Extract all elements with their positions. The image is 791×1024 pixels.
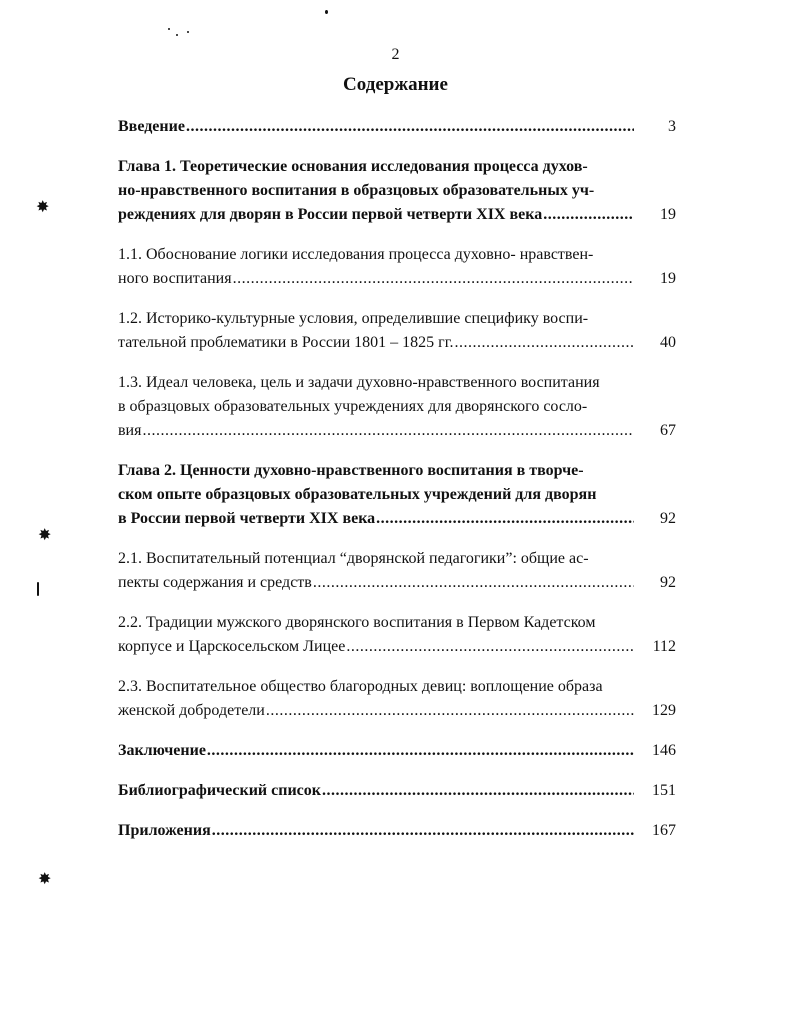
toc-entry-text: тательной проблематики в России 1801 – 1825 гг. (118, 334, 454, 351)
toc-entry-text: реждениях для дворян в России первой четверти XIX века (118, 206, 543, 223)
scan-speck (187, 31, 189, 33)
scan-speck (325, 10, 328, 14)
toc-page-number: 3 (668, 118, 676, 135)
toc-entry[interactable] (118, 779, 676, 803)
toc-page-number: 19 (660, 206, 676, 223)
dot-leader (212, 819, 634, 843)
scan-speck: ✸ (36, 199, 50, 216)
toc-page-number: 151 (652, 782, 676, 799)
dot-leader (543, 203, 634, 227)
toc-entry-text: Заключение (118, 742, 206, 759)
toc-entry[interactable] (118, 547, 676, 595)
toc-entry-text: 1.1. Обоснование логики исследования процесса духовно- нравствен- (118, 246, 594, 263)
toc-entry[interactable] (118, 155, 676, 227)
dot-leader (346, 635, 634, 659)
scan-speck (37, 582, 39, 596)
toc-entry[interactable] (118, 307, 676, 355)
page-number: 2 (391, 46, 400, 63)
scan-speck: ✸ (38, 527, 52, 544)
toc-entry-text: Приложения (118, 822, 211, 839)
toc-entry-text: 1.2. Историко-культурные условия, определившие специфику воспи- (118, 310, 589, 327)
toc-entry-text: ском опыте образцовых образовательных учреждений для дворян (118, 486, 597, 503)
scan-speck (168, 28, 170, 30)
toc-entry-text: корпусе и Царскосельском Лицее (118, 638, 346, 655)
dot-leader (266, 699, 634, 723)
toc-entry-text: Введение (118, 118, 185, 135)
toc-entry-text: Глава 2. Ценности духовно-нравственного воспитания в творче- (118, 462, 584, 479)
toc-entry[interactable] (118, 459, 676, 531)
toc-entry-text: пекты содержания и средств (118, 574, 312, 591)
toc-entry-text: но-нравственного воспитания в образцовых образовательных уч- (118, 182, 595, 199)
toc-entry[interactable] (118, 243, 676, 291)
toc-entry[interactable] (118, 675, 676, 723)
scan-speck: ✸ (38, 871, 52, 888)
dot-leader (322, 779, 634, 803)
toc-entry-text: в России первой четверти XIX века (118, 510, 376, 527)
toc-page-number: 112 (652, 638, 676, 655)
toc-page-number: 167 (652, 822, 676, 839)
toc-entry-text: вия (118, 422, 142, 439)
toc-entry[interactable] (118, 115, 676, 139)
toc-entry-text: 1.3. Идеал человека, цель и задачи духовно-нравственного воспитания (118, 374, 600, 391)
dot-leader (186, 115, 634, 139)
toc-page-number: 146 (652, 742, 676, 759)
toc-entry[interactable] (118, 371, 676, 443)
dot-leader (207, 739, 634, 763)
toc-entry-text: Библиографический список (118, 782, 321, 799)
toc-page-number: 19 (660, 270, 676, 287)
toc-page-number: 129 (652, 702, 676, 719)
dot-leader (376, 507, 634, 531)
toc-entry[interactable] (118, 819, 676, 843)
toc-page-number: 92 (660, 574, 676, 591)
toc-entry[interactable] (118, 611, 676, 659)
toc-entry-text: Глава 1. Теоретические основания исследования процесса духов- (118, 158, 588, 175)
toc-entry-text: женской добродетели (118, 702, 265, 719)
toc-page-number: 67 (660, 422, 676, 439)
table-of-contents (118, 115, 676, 843)
toc-entry-text: ного воспитания (118, 270, 232, 287)
toc-page-number: 92 (660, 510, 676, 527)
toc-entry[interactable] (118, 739, 676, 763)
dot-leader (233, 267, 634, 291)
toc-entry-text: 2.3. Воспитательное общество благородных девиц: воплощение образа (118, 678, 603, 695)
dot-leader (313, 571, 634, 595)
scan-speck (176, 34, 178, 36)
toc-entry-text: в образцовых образовательных учреждениях для дворянского сосло- (118, 398, 588, 415)
toc-page-number: 40 (660, 334, 676, 351)
dot-leader (142, 419, 634, 443)
toc-entry-text: 2.1. Воспитательный потенциал “дворянской педагогики”: общие ас- (118, 550, 589, 567)
page-title: Содержание (343, 74, 448, 95)
dot-leader (454, 331, 634, 355)
toc-entry-text: 2.2. Традиции мужского дворянского воспитания в Первом Кадетском (118, 614, 596, 631)
